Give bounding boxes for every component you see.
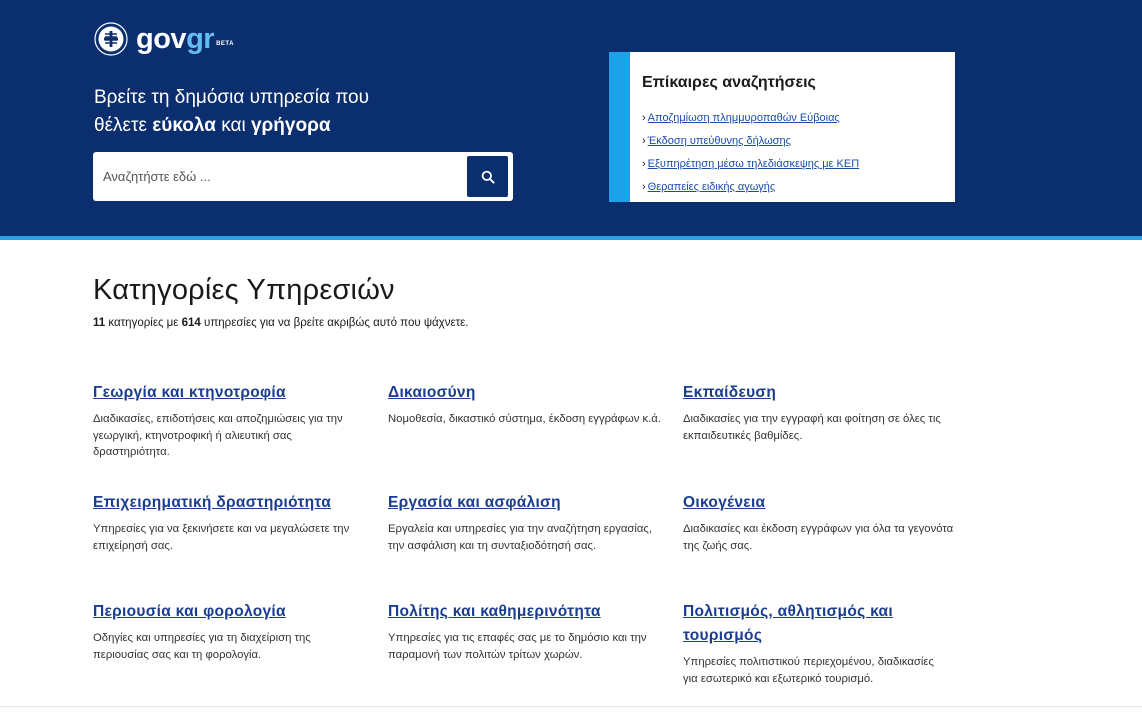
chevron-right-icon: › <box>642 158 646 170</box>
search-icon <box>481 170 495 184</box>
logo-wordmark-gr: gr <box>186 23 215 55</box>
summary-text-1: κατηγορίες με <box>108 317 179 329</box>
category-description: Διαδικασίες και έκδοση εγγράφων για όλα τα γεγονότα της ζωής σας. <box>683 523 954 552</box>
category-link[interactable]: Περιουσία και φορολογία <box>93 603 286 620</box>
trending-item <box>642 176 859 199</box>
chevron-right-icon: › <box>642 112 646 124</box>
search-button[interactable] <box>467 156 508 197</box>
tagline-bold-easy: εύκολα <box>152 115 216 136</box>
categories-count: 11 <box>93 317 106 329</box>
category-description: Διαδικασίες για την εγγραφή και φοίτηση σε όλες τις εκπαιδευτικές βαθμίδες. <box>683 413 941 442</box>
tagline-bold-fast: γρήγορα <box>250 115 331 136</box>
trending-searches-panel <box>609 52 955 202</box>
category-description: Οδηγίες και υπηρεσίες για τη διαχείριση της περιουσίας σας και τη φορολογία. <box>93 632 311 661</box>
category-card <box>683 600 948 687</box>
trending-link[interactable]: Εξυπηρέτηση μέσω τηλεδιάσκεψης με ΚΕΠ <box>647 158 860 170</box>
chevron-right-icon: › <box>642 181 646 193</box>
hero-tagline <box>94 84 434 140</box>
category-link[interactable]: Επιχειρηματική δραστηριότητα <box>93 494 332 511</box>
trending-title: Επίκαιρες αναζητήσεις <box>642 74 816 91</box>
trending-list <box>642 107 859 199</box>
hero-divider <box>0 236 1142 240</box>
search-input[interactable] <box>93 152 463 201</box>
tagline-mid: και <box>221 115 246 136</box>
category-description: Υπηρεσίες πολιτιστικού περιεχομένου, διαδικασίες για εσωτερικό και εξωτερικό τουρισμό. <box>683 656 934 685</box>
category-link[interactable]: Δικαιοσύνη <box>388 384 476 401</box>
category-description: Νομοθεσία, δικαστικό σύστημα, έκδοση εγγράφων κ.ά. <box>388 413 661 425</box>
category-card <box>93 381 368 461</box>
trending-link[interactable]: Αποζημίωση πλημμυροπαθών Εύβοιας <box>647 112 840 124</box>
categories-summary <box>93 317 468 329</box>
category-card <box>93 491 368 554</box>
summary-text-2: υπηρεσίες για να βρείτε ακριβώς αυτό που ψάχνετε. <box>204 317 469 329</box>
category-description: Διαδικασίες, επιδοτήσεις και αποζημιώσεις για την γεωργική, κτηνοτροφική ή αλιευτική σας δραστηριότητα. <box>93 413 343 458</box>
category-card <box>388 381 663 428</box>
greek-seal-icon <box>94 22 128 56</box>
tagline-pre: θέλετε <box>94 115 147 136</box>
trending-link[interactable]: Έκδοση υπεύθυνης δήλωσης <box>647 135 791 147</box>
category-description: Υπηρεσίες για να ξεκινήσετε και να μεγαλώσετε την επιχείρησή σας. <box>93 523 350 552</box>
logo-wordmark <box>136 24 214 54</box>
category-link[interactable]: Γεωργία και κτηνοτροφία <box>93 384 286 401</box>
category-card <box>683 491 958 554</box>
trending-item <box>642 153 859 176</box>
services-count: 614 <box>181 317 201 329</box>
category-description: Υπηρεσίες για τις επαφές σας με το δημόσιο και την παραμονή των πολιτών τρίτων χωρών. <box>388 632 647 661</box>
search-form <box>93 152 513 201</box>
category-link[interactable]: Εκπαίδευση <box>683 384 777 401</box>
category-card <box>388 600 663 663</box>
category-link[interactable]: Πολίτης και καθημερινότητα <box>388 603 601 620</box>
page-title: Κατηγορίες Υπηρεσιών <box>93 274 395 306</box>
category-link[interactable]: Οικογένεια <box>683 494 766 511</box>
trending-link[interactable]: Θεραπείες ειδικής αγωγής <box>647 181 776 193</box>
category-card <box>683 381 958 444</box>
govgr-logo[interactable] <box>94 22 234 56</box>
trending-item <box>642 107 859 130</box>
hero-banner <box>0 0 1142 236</box>
category-description: Εργαλεία και υπηρεσίες για την αναζήτηση εργασίας, την ασφάλιση και τη συνταξιοδότησή σας. <box>388 523 653 552</box>
tagline-line1: Βρείτε τη δημόσια υπηρεσία που <box>94 87 369 108</box>
chevron-right-icon: › <box>642 135 646 147</box>
footer-divider <box>0 706 1142 707</box>
category-card <box>93 600 368 663</box>
category-link[interactable]: Εργασία και ασφάλιση <box>388 494 561 511</box>
logo-wordmark-gov: gov <box>136 23 187 55</box>
beta-badge: BETA <box>216 41 234 47</box>
trending-item <box>642 130 859 153</box>
category-card <box>388 491 663 554</box>
category-link[interactable]: Πολιτισμός, αθλητισμός και τουρισμός <box>683 603 893 644</box>
